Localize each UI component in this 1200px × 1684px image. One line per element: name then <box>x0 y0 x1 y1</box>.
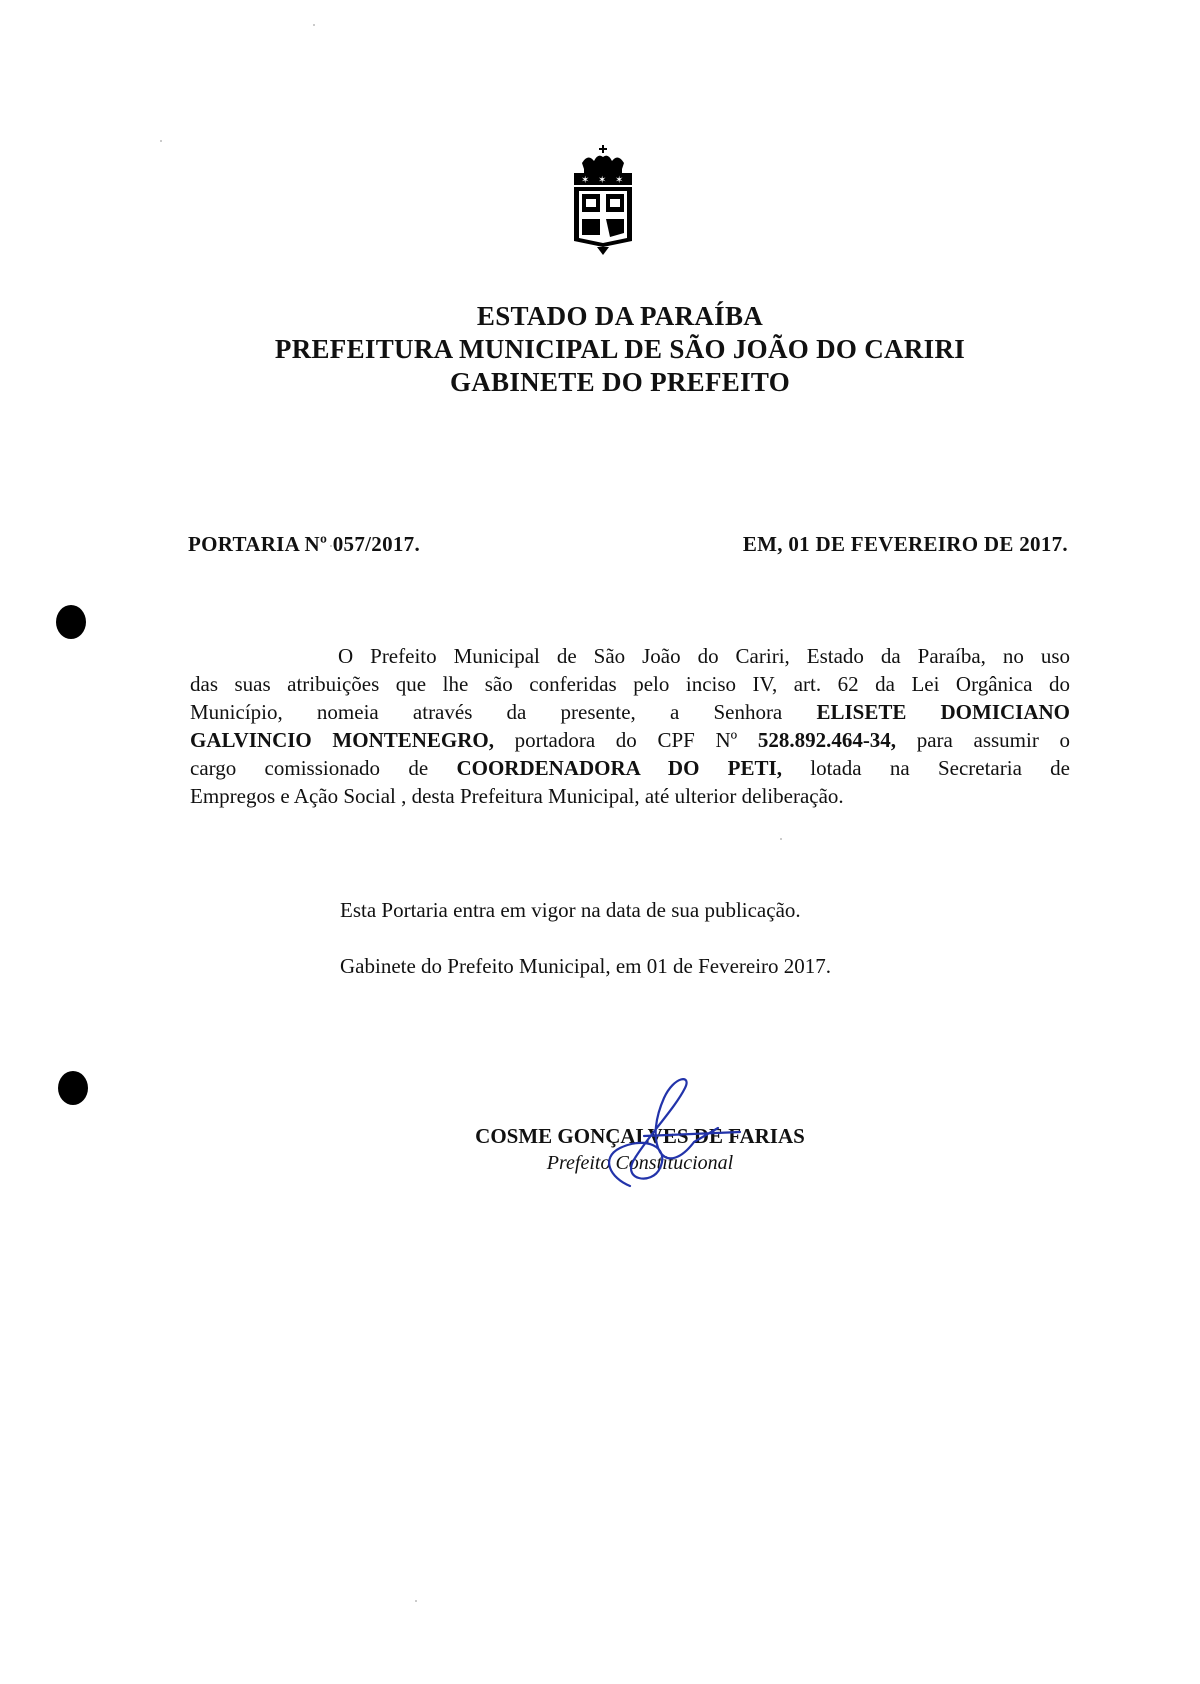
body-line <box>190 670 1070 698</box>
appointee-name-part2: GALVINCIO MONTENEGRO, <box>190 728 495 752</box>
signer-role: Prefeito Constitucional <box>546 1152 734 1174</box>
header-prefeitura: PREFEITURA MUNICIPAL DE SÃO JOÃO DO CARIRI <box>274 334 966 364</box>
body-text: para assumir o <box>916 728 1070 752</box>
body-line <box>190 754 1070 782</box>
body-paragraph <box>190 642 1070 810</box>
vigor-statement: Esta Portaria entra em vigor na data de sua publicação. <box>340 898 801 922</box>
appointee-name-part1: ELISETE DOMICIANO <box>816 700 1071 724</box>
body-text: das suas atribuições que lhe são conferidas pelo inciso IV, art. 62 da Lei Orgânica do <box>190 672 1070 696</box>
scan-speck <box>415 1600 417 1602</box>
svg-text:✶: ✶ <box>598 175 607 186</box>
scan-speck <box>160 140 162 142</box>
body-text: O Prefeito Municipal de São João do Cariri, Estado da Paraíba, no uso <box>338 644 1070 668</box>
punch-hole-top <box>56 605 86 639</box>
svg-text:✶: ✶ <box>615 175 624 186</box>
cpf-number: 528.892.464-34, <box>757 728 897 752</box>
body-line <box>190 698 1070 726</box>
portaria-date: EM, 01 DE FEVEREIRO DE 2017. <box>742 532 1068 556</box>
portaria-number: PORTARIA Nº 057/2017. <box>188 532 421 556</box>
body-text: cargo comissionado de <box>190 756 429 780</box>
body-line <box>190 726 1070 754</box>
handwritten-signature <box>590 1068 750 1198</box>
body-text: portadora do CPF Nº <box>514 728 738 752</box>
letterhead <box>230 300 1010 399</box>
scan-speck <box>313 24 315 26</box>
position-title: COORDENADORA DO PETI, <box>456 756 782 780</box>
body-text: Empregos e Ação Social , desta Prefeitura Municipal, até ulterior deliberação. <box>190 784 844 808</box>
signer-name: COSME GONÇALVES DE FARIAS <box>475 1124 805 1148</box>
closing-statement: Gabinete do Prefeito Municipal, em 01 de Fevereiro 2017. <box>340 954 832 978</box>
header-state: ESTADO DA PARAÍBA <box>476 301 764 331</box>
header-gabinete: GABINETE DO PREFEITO <box>449 367 791 397</box>
body-line <box>190 642 1070 670</box>
body-line <box>190 782 1070 810</box>
coat-of-arms-emblem <box>570 143 634 258</box>
svg-text:✶: ✶ <box>581 175 590 186</box>
punch-hole-bottom <box>58 1071 88 1105</box>
body-text: Município, nomeia através da presente, a Senhora <box>190 700 783 724</box>
body-text: lotada na Secretaria de <box>810 756 1071 780</box>
scan-speck <box>780 838 782 840</box>
